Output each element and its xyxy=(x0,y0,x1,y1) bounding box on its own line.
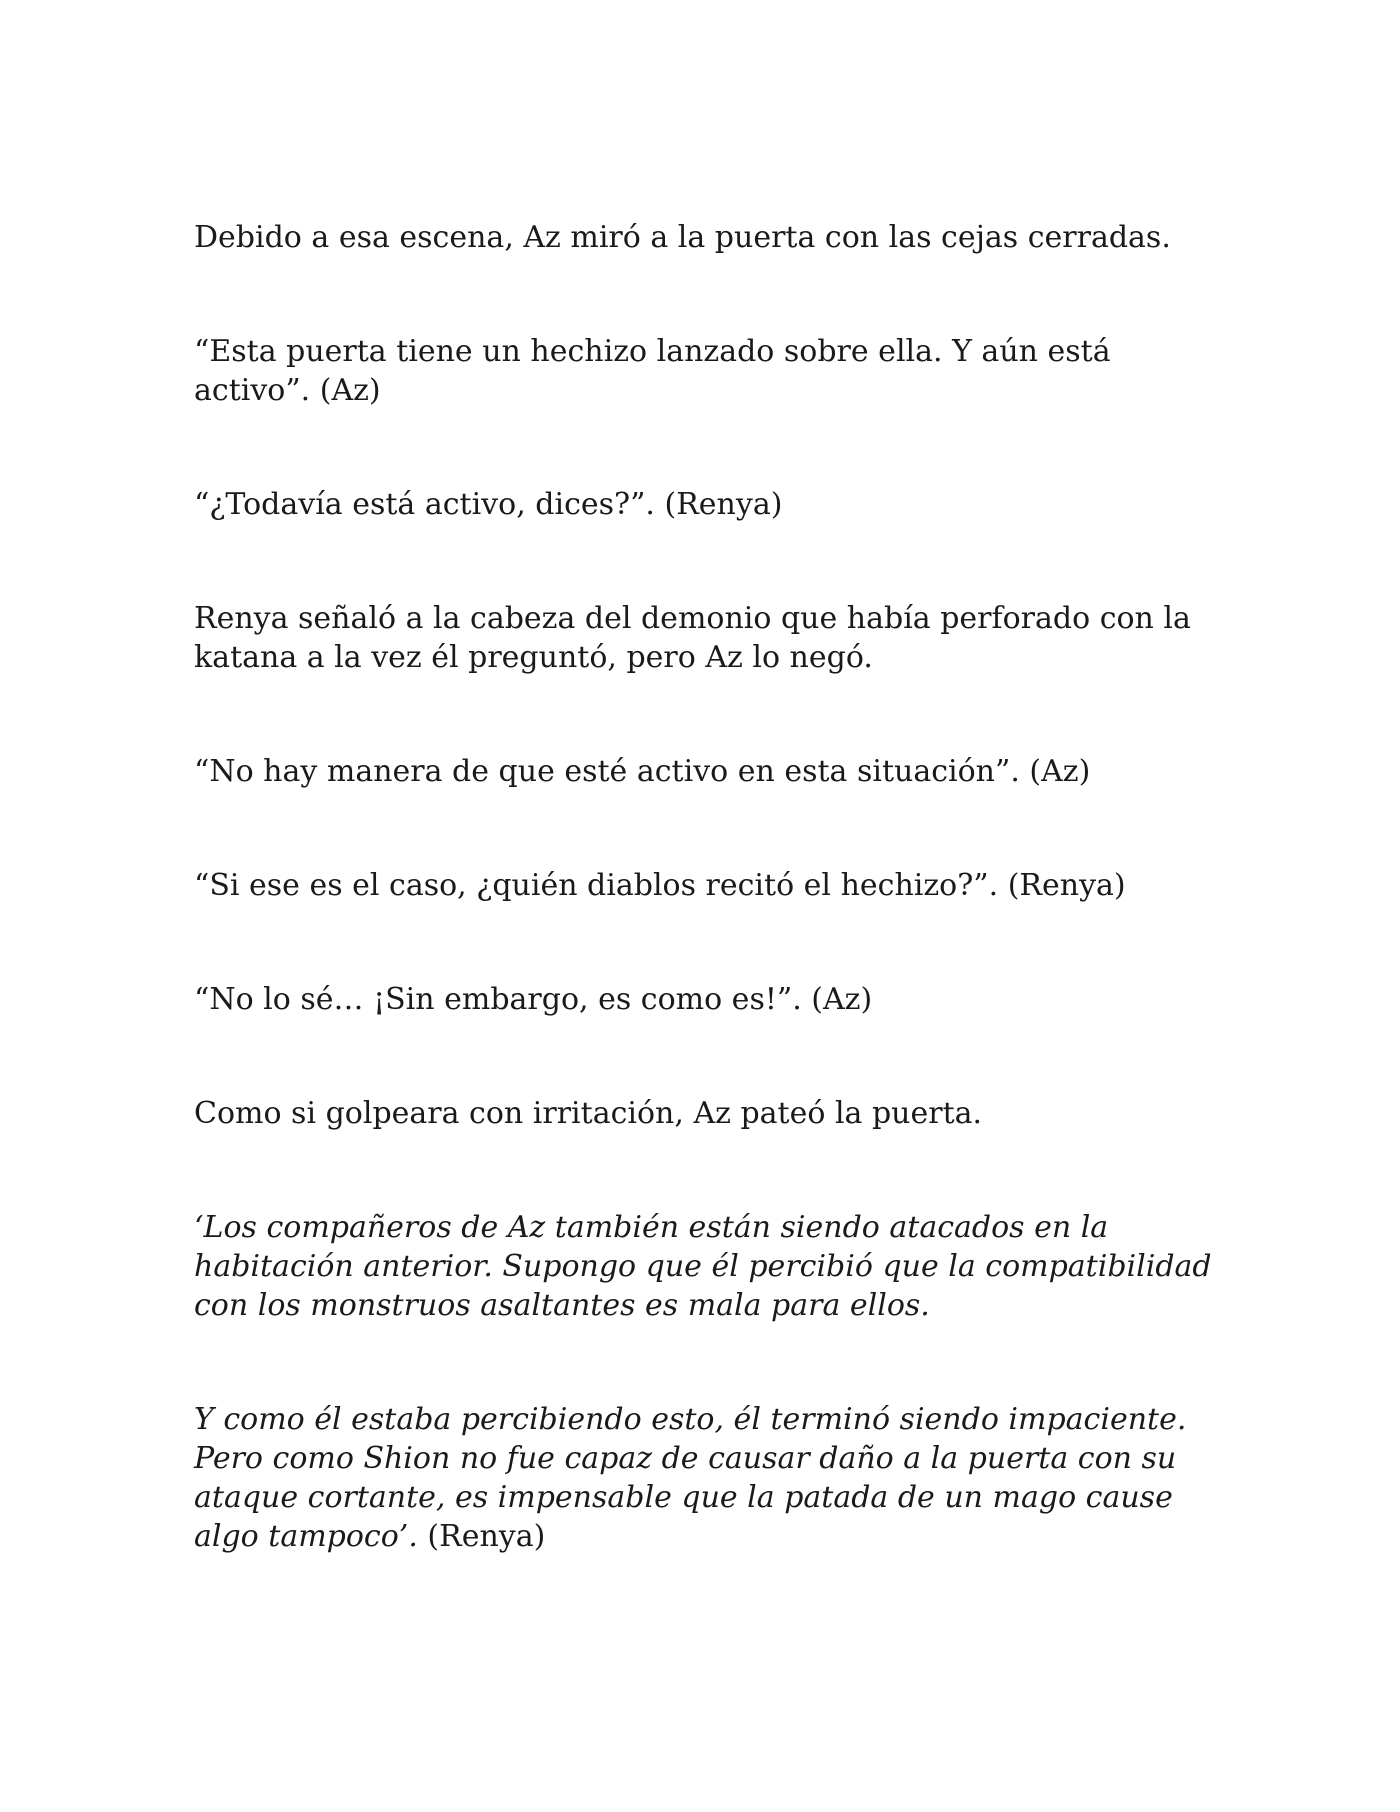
paragraph-dialogue: “Si ese es el caso, ¿quién diablos recitó el hechizo?”. (Renya) xyxy=(194,868,1126,903)
paragraph-dialogue: “Esta puerta tiene un hechizo lanzado sobre ella. Y aún está activo”. (Az) xyxy=(194,334,1111,408)
paragraph-narration: Debido a esa escena, Az miró a la puerta con las cejas cerradas. xyxy=(194,220,1171,255)
paragraph-dialogue: “¿Todavía está activo, dices?”. (Renya) xyxy=(194,487,783,522)
paragraph-narration: Renya señaló a la cabeza del demonio que había perforado con la katana a la vez él preguntó, pero Az lo negó. xyxy=(194,601,1191,675)
paragraph-thought: ‘Los compañeros de Az también están siendo atacados en la habitación anterior. Supongo que él percibió que la compatibilidad con los monstruos asaltantes es mala para ellos. xyxy=(194,1210,1212,1323)
speaker-tag: (Renya) xyxy=(417,1519,546,1554)
paragraph-narration: Como si golpeara con irritación, Az pateó la puerta. xyxy=(194,1096,983,1131)
paragraph-thought-final xyxy=(194,1400,1224,1556)
page-body xyxy=(194,218,1224,1631)
paragraph-dialogue: “No lo sé… ¡Sin embargo, es como es!”. (Az) xyxy=(194,982,873,1017)
thought-text: Y como él estaba percibiendo esto, él terminó siendo impaciente. Pero como Shion no fue capaz de causar daño a la puerta con su ataque cortante, es impensable que la patada de un mago cause algo tampoco’. xyxy=(194,1402,1187,1554)
paragraph-dialogue: “No hay manera de que esté activo en esta situación”. (Az) xyxy=(194,754,1091,789)
